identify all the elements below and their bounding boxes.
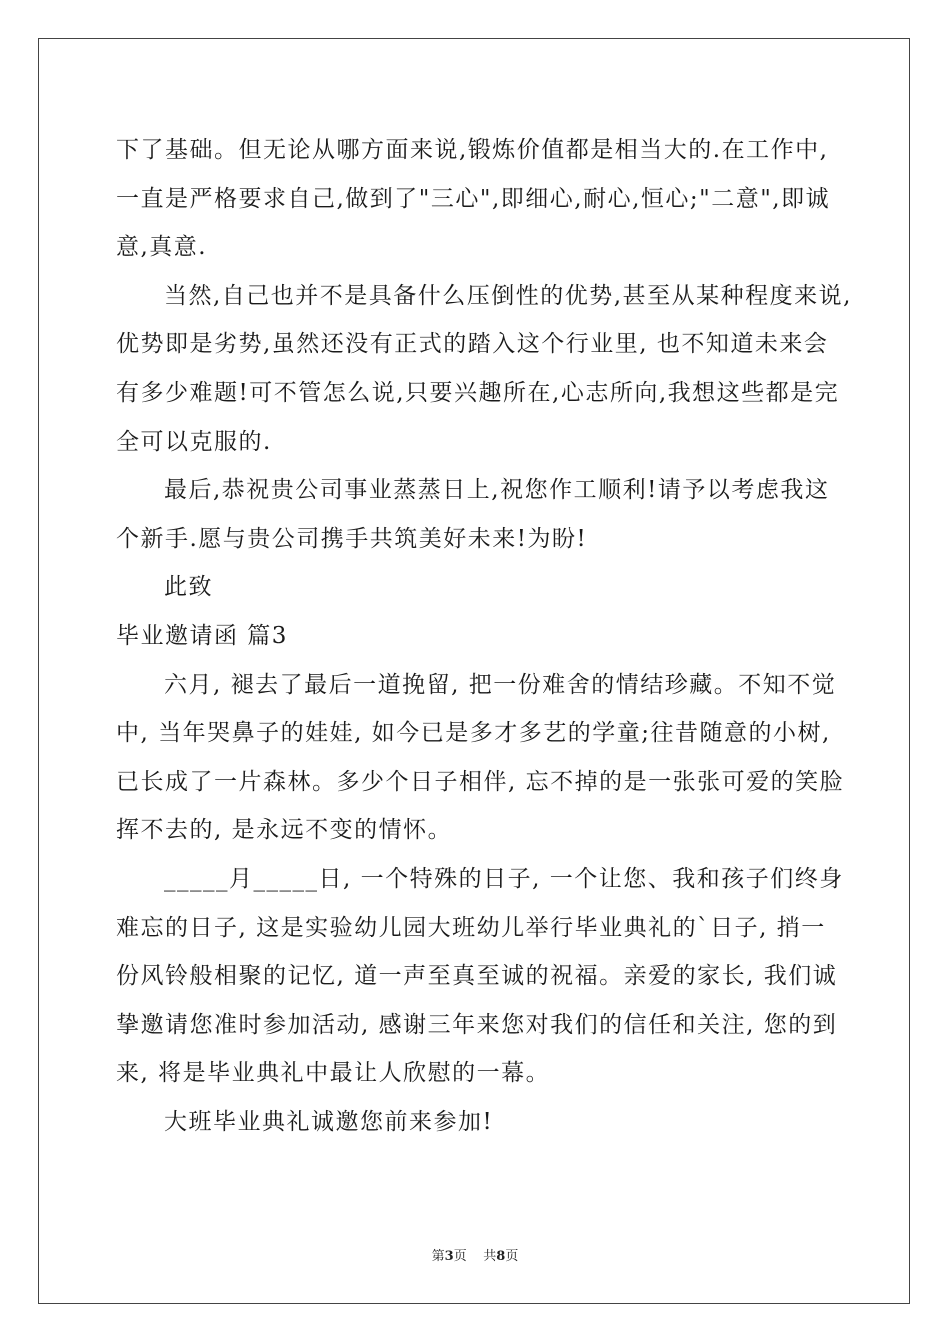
text-line: 全可以克服的. [116, 428, 272, 455]
text-line: 挚邀请您准时参加活动, 感谢三年来您对我们的信任和关注, 您的到 [116, 1011, 838, 1038]
text-line: 挥不去的, 是永远不变的情怀。 [116, 817, 453, 844]
total-suffix: 页 [505, 1249, 519, 1264]
text-line: 已长成了一片森林。多少个日子相伴, 忘不掉的是一张张可爱的笑脸 [116, 768, 845, 795]
text-line: 优势即是劣势,虽然还没有正式的踏入这个行业里, 也不知道未来会 [116, 331, 829, 358]
text-line: 一直是严格要求自己,做到了"三心",即细心,耐心,恒心;"二意",即诚 [116, 185, 831, 212]
text-line: 下了基础。但无论从哪方面来说,锻炼价值都是相当大的.在工作中, [116, 137, 829, 163]
text-line: 最后,恭祝贵公司事业蒸蒸日上,祝您作工顺利!请予以考虑我这 [164, 477, 830, 504]
page-prefix: 第 [431, 1249, 445, 1264]
document-body [116, 126, 852, 1146]
page-suffix: 页 [453, 1249, 467, 1264]
text-line: 难忘的日子, 这是实验幼儿园大班幼儿举行毕业典礼的`日子, 捎一 [116, 914, 826, 941]
text-line: 有多少难题!可不管怎么说,只要兴趣所在,心志所向,我想这些都是完 [116, 379, 840, 406]
text-line: _____月_____日, 一个特殊的日子, 一个让您、我和孩子们终身 [164, 865, 844, 892]
text-line: 来, 将是毕业典礼中最让人欣慰的一幕。 [116, 1060, 551, 1087]
text-line: 当然,自己也并不是具备什么压倒性的优势,甚至从某种程度来说, [164, 282, 852, 309]
page-footer [0, 1245, 950, 1264]
text-line: 大班毕业典礼诚邀您前来参加! [164, 1108, 494, 1135]
section-heading: 毕业邀请函 篇3 [116, 622, 288, 649]
text-line: 六月, 褪去了最后一道挽留, 把一份难舍的情结珍藏。不知不觉 [164, 671, 837, 698]
text-line: 个新手.愿与贵公司携手共筑美好未来!为盼! [116, 525, 588, 552]
total-pages: 8 [496, 1249, 506, 1264]
text-line: 此致 [164, 574, 213, 601]
text-line: 意,真意. [116, 234, 208, 261]
text-line: 中, 当年哭鼻子的娃娃, 如今已是多才多艺的学童;往昔随意的小树, [116, 720, 831, 747]
page-number: 3 [444, 1249, 454, 1264]
text-line: 份风铃般相聚的记忆, 道一声至真至诚的祝福。亲爱的家长, 我们诚 [116, 963, 838, 990]
total-prefix: 共 [483, 1249, 497, 1264]
